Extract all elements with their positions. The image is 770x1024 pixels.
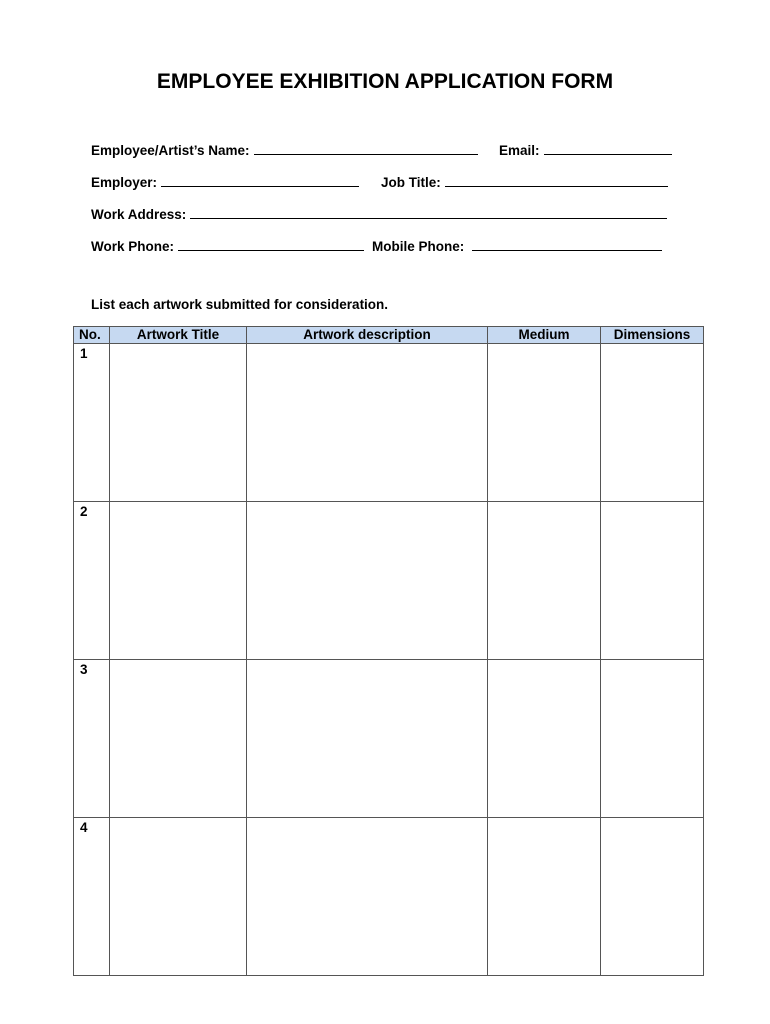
medium-cell[interactable] <box>488 344 601 502</box>
employer-field-group <box>91 174 359 190</box>
name-input[interactable] <box>254 142 478 155</box>
instruction-text: List each artwork submitted for consideration. <box>91 297 389 312</box>
email-field-group <box>499 142 672 158</box>
job-title-input[interactable] <box>445 174 668 187</box>
artwork-title-cell[interactable] <box>110 818 247 976</box>
artwork-description-cell[interactable] <box>247 502 488 660</box>
header-medium: Medium <box>488 327 601 344</box>
artwork-description-cell[interactable] <box>247 344 488 502</box>
artwork-title-cell[interactable] <box>110 502 247 660</box>
work-phone-field-group <box>91 238 364 254</box>
artwork-description-cell[interactable] <box>247 660 488 818</box>
header-artwork-title: Artwork Title <box>110 327 247 344</box>
artwork-description-cell[interactable] <box>247 818 488 976</box>
mobile-phone-field-group <box>372 238 662 254</box>
table-row <box>74 344 704 502</box>
header-dimensions: Dimensions <box>601 327 704 344</box>
email-input[interactable] <box>544 142 672 155</box>
employer-input[interactable] <box>161 174 359 187</box>
work-address-field-group <box>91 206 667 222</box>
dimensions-cell[interactable] <box>601 818 704 976</box>
table-row <box>74 502 704 660</box>
name-field-group <box>91 142 478 158</box>
work-address-label: Work Address: <box>91 207 187 222</box>
dimensions-cell[interactable] <box>601 502 704 660</box>
dimensions-cell[interactable] <box>601 660 704 818</box>
table-row <box>74 660 704 818</box>
row-number: 4 <box>74 818 110 976</box>
medium-cell[interactable] <box>488 660 601 818</box>
header-no: No. <box>74 327 110 344</box>
work-address-input[interactable] <box>190 206 667 219</box>
artwork-title-cell[interactable] <box>110 660 247 818</box>
artwork-table <box>73 326 704 976</box>
row-number: 1 <box>74 344 110 502</box>
work-phone-label: Work Phone: <box>91 239 175 254</box>
table-header-row <box>74 327 704 344</box>
employer-label: Employer: <box>91 175 158 190</box>
table-row <box>74 818 704 976</box>
mobile-phone-input[interactable] <box>472 238 662 251</box>
artwork-title-cell[interactable] <box>110 344 247 502</box>
row-number: 2 <box>74 502 110 660</box>
row-number: 3 <box>74 660 110 818</box>
work-phone-input[interactable] <box>178 238 364 251</box>
name-label: Employee/Artist’s Name: <box>91 143 250 158</box>
header-artwork-description: Artwork description <box>247 327 488 344</box>
job-title-label: Job Title: <box>381 175 441 190</box>
medium-cell[interactable] <box>488 502 601 660</box>
medium-cell[interactable] <box>488 818 601 976</box>
page-title: EMPLOYEE EXHIBITION APPLICATION FORM <box>156 70 614 93</box>
mobile-phone-label: Mobile Phone: <box>372 239 465 254</box>
job-title-field-group <box>381 174 668 190</box>
dimensions-cell[interactable] <box>601 344 704 502</box>
email-label: Email: <box>499 143 540 158</box>
